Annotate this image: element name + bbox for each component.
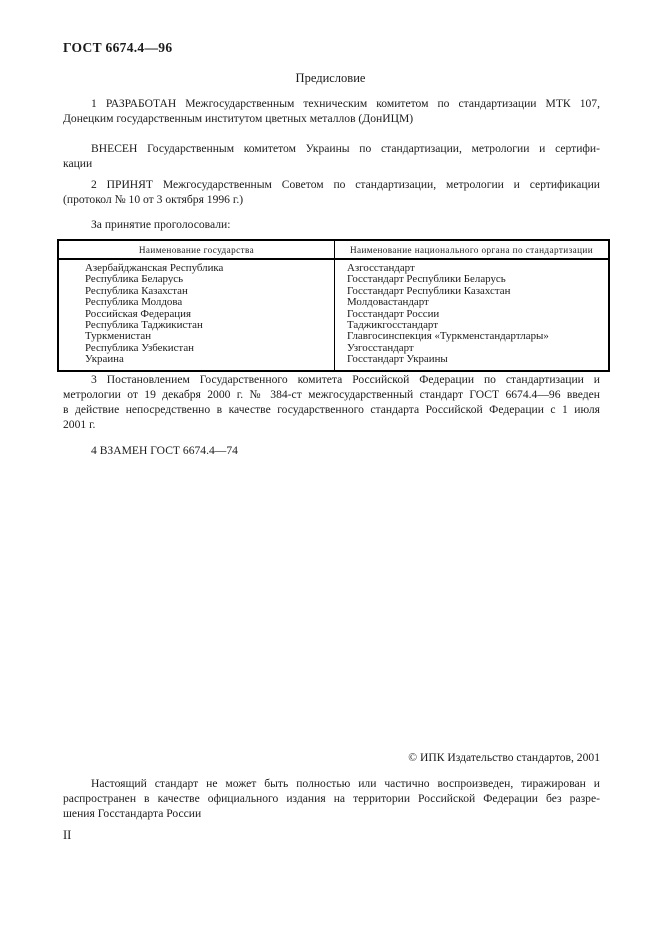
country-cell: Украина: [85, 354, 124, 366]
text-line: распространен в качестве официального издания на территории Российской Федерации без разре-: [63, 792, 600, 805]
text-line: (протокол № 10 от 3 октября 1996 г.): [63, 193, 244, 206]
vote-table-body: [58, 259, 609, 371]
header-row: [58, 240, 609, 259]
vote-table: [57, 239, 610, 372]
text-line: Настоящий стандарт не может быть полностью или частично воспроизведен, тиражирован и: [91, 777, 600, 790]
table-row: [58, 331, 609, 342]
country-cell: Республика Таджикистан: [85, 320, 203, 332]
text-line: кации: [63, 157, 93, 170]
table-row: [58, 274, 609, 285]
country-cell: Азербайджанская Республика: [85, 262, 224, 274]
paragraph-developed: [63, 96, 600, 126]
table-row: [58, 354, 609, 370]
country-cell: Республика Узбекистан: [85, 342, 194, 354]
paragraph-resolution: [63, 372, 600, 432]
page-number: II: [63, 828, 72, 842]
vote-intro-text: За принятие проголосовали:: [91, 218, 231, 231]
table-row: [58, 259, 609, 274]
agency-cell: Госстандарт России: [335, 309, 610, 320]
text-line: 2001 г.: [63, 418, 96, 431]
document-code: ГОСТ 6674.4—96: [63, 40, 173, 55]
agency-cell: Госстандарт Республики Казахстан: [335, 286, 610, 297]
country-cell: Республика Молдова: [85, 297, 183, 309]
agency-cell: Госстандарт Республики Беларусь: [335, 274, 610, 285]
text-line: 2 ПРИНЯТ Межгосударственным Советом по стандартизации, метрологии и сертификации: [91, 178, 600, 191]
text-line: Донецким государственным институтом цветных металлов (ДонИЦМ): [63, 112, 414, 125]
paragraph-adopted: [63, 177, 600, 207]
agency-cell: Главгосинспекция «Туркменстандартлары»: [335, 331, 610, 342]
country-cell: Российская Федерация: [85, 308, 191, 320]
paragraph-replaces: 4 ВЗАМЕН ГОСТ 6674.4—74: [91, 444, 238, 457]
paragraph-submitted: [63, 141, 600, 171]
preface-title: Предисловие: [295, 71, 366, 85]
table-row: [58, 343, 609, 354]
text-line: ВНЕСЕН Государственным комитетом Украины по стандартизации, метрологии и сертифи-: [91, 142, 600, 155]
table-row: [58, 286, 609, 297]
copyright-notice: © ИПК Издательство стандартов, 2001: [408, 751, 600, 764]
agency-cell: Азгосстандарт: [335, 259, 610, 274]
text-line: метрологии от 19 декабря 2000 г. № 384-ст межгосударственный стандарт ГОСТ 6674.4—96 введен: [63, 388, 600, 401]
agency-cell: Госстандарт Украины: [335, 354, 610, 370]
agency-cell: Молдовастандарт: [335, 297, 610, 308]
agency-cell: Таджикгосстандарт: [335, 320, 610, 331]
country-cell: Республика Беларусь: [85, 274, 184, 286]
country-column-header: Наименование государства: [58, 240, 335, 259]
table-row: [58, 320, 609, 331]
country-cell: Туркменистан: [85, 331, 152, 343]
table-row: [58, 309, 609, 320]
text-line: шения Госстандарта России: [63, 807, 202, 820]
text-line: 1 РАЗРАБОТАН Межгосударственным техническим комитетом по стандартизации МТК 107,: [91, 97, 600, 110]
vote-table-header: [58, 240, 609, 259]
reproduction-notice: [63, 776, 600, 821]
text-line: 3 Постановлением Государственного комитета Российской Федерации по стандартизации и: [91, 373, 600, 386]
country-cell: Республика Казахстан: [85, 285, 188, 297]
text-line: в действие непосредственно в качестве государственного стандарта Российской Федерации с 1 июля: [63, 403, 600, 416]
table-row: [58, 297, 609, 308]
agency-cell: Узгосстандарт: [335, 343, 610, 354]
agency-column-header: Наименование национального органа по стандартизации: [335, 240, 610, 259]
